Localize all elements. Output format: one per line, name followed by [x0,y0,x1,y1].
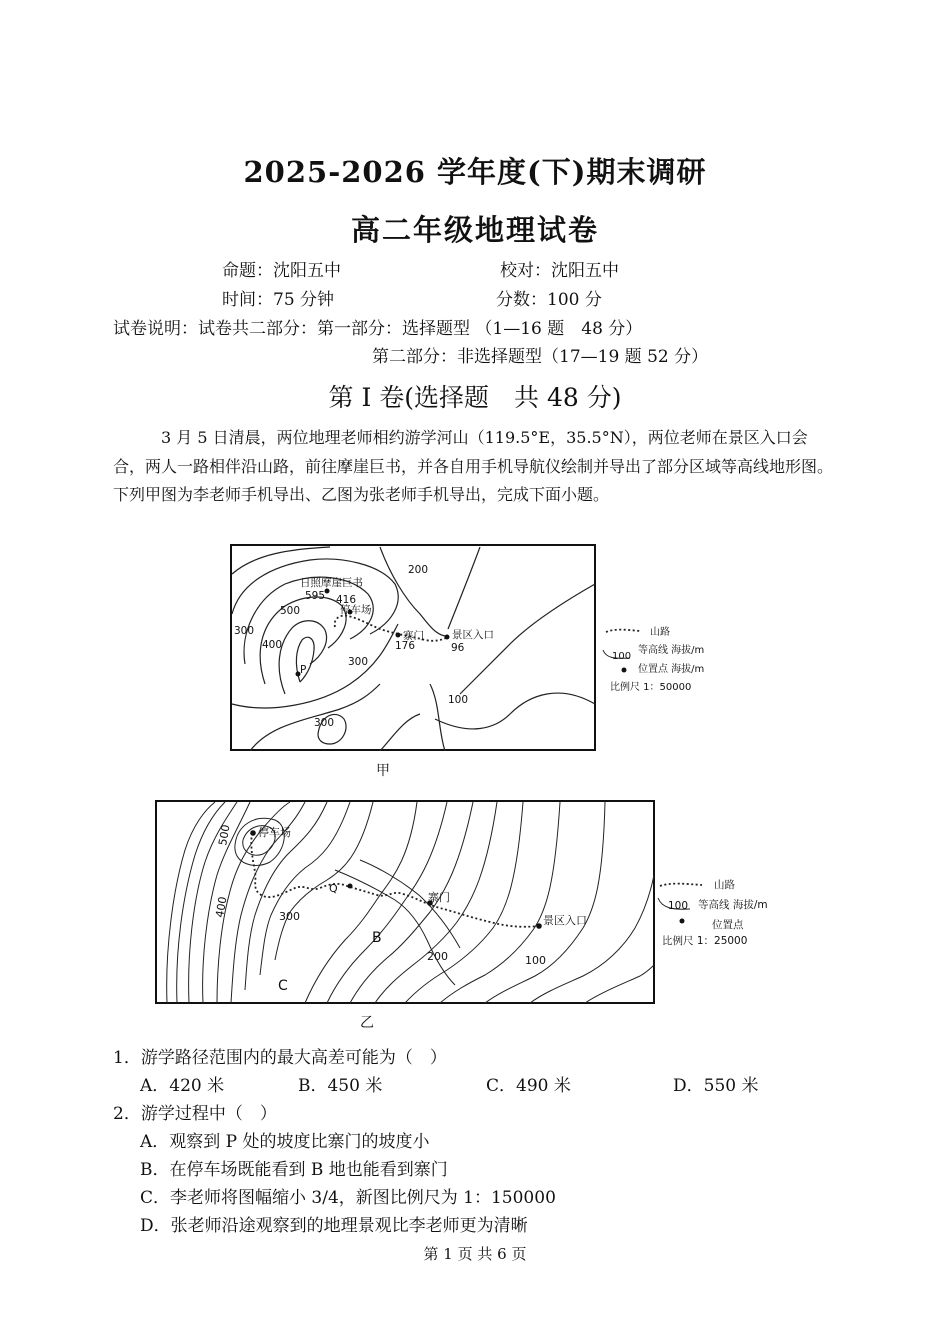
jia-legend-scale: 比例尺 1：50000 [610,682,692,693]
yi-legend-contour: 等高线 海拔/m [698,899,768,911]
jia-label-gate: 寨门 [403,630,424,642]
jia-label-595: 595 [305,590,326,602]
yi-label-gate: 寨门 [428,891,450,904]
author-line: 命题：沈阳五中 [222,261,341,281]
jia-label-176: 176 [395,640,416,652]
passage [113,424,833,510]
yi-legend-contour-num: 100 [668,900,689,912]
jia-label-416: 416 [336,594,357,606]
map-yi-caption: 乙 [360,1015,374,1031]
question-1-option-c: C．490 米 [486,1076,571,1096]
question-1-option-a: A．420 米 [140,1076,225,1096]
jia-label-96: 96 [451,642,465,654]
jia-label-p: P [300,664,307,676]
yi-contour-100: 100 [525,954,546,967]
instructions-line-1: 试卷说明：试卷共二部分：第一部分：选择题型 （1—16 题 48 分） [113,319,643,339]
jia-contour-200: 200 [408,564,429,576]
jia-contour-300-a: 300 [234,625,255,637]
exam-title: 2025-2026 学年度(下)期末调研 [243,155,707,189]
yi-label-parking: 停车场 [258,826,291,839]
exam-subtitle: 高二年级地理试卷 [350,213,599,247]
question-2-option-a: A．观察到 P 处的坡度比寨门的坡度小 [140,1132,430,1152]
jia-label-rock-book: 日照摩崖巨书 [300,577,363,589]
jia-legend-contour-num: 100 [612,651,632,662]
score-line: 分数：100 分 [496,290,602,310]
instructions-line-2: 第二部分：非选择题型（17—19 题 52 分） [372,347,709,367]
jia-legend-point: 位置点 海拔/m [638,664,705,675]
question-2-option-d: D．张老师沿途观察到的地理景观比李老师更为清晰 [140,1216,528,1236]
yi-legend-scale: 比例尺 1：25000 [662,935,748,947]
question-1-stem: 1．游学路径范围内的最大高差可能为（ ） [113,1048,447,1068]
question-2-stem: 2．游学过程中（ ） [113,1104,277,1124]
page-footer: 第 1 页 共 6 页 [423,1245,527,1263]
jia-legend-contour: 等高线 海拔/m [638,645,705,656]
question-1-option-d: D．550 米 [673,1076,759,1096]
legend-yi [654,872,814,952]
yi-contour-200: 200 [427,950,448,963]
map-yi [155,800,655,1004]
jia-legend-road: 山路 [650,627,670,638]
question-2-option-b: B．在停车场既能看到 B 地也能看到寨门 [140,1160,448,1180]
yi-contour-500: 500 [216,823,233,847]
jia-label-entrance: 景区入口 [452,629,494,641]
jia-contour-300-b: 300 [348,656,369,668]
map-jia-caption: 甲 [376,763,390,779]
question-2-option-c: C．李老师将图幅缩小 3/4，新图比例尺为 1：150000 [140,1188,556,1208]
time-line: 时间：75 分钟 [222,290,335,310]
jia-contour-500: 500 [280,605,301,617]
yi-label-b: B [372,930,382,946]
legend-jia [598,622,758,697]
jia-contour-400: 400 [262,639,283,651]
yi-label-entrance: 景区入口 [543,914,587,927]
section-title: 第 I 卷(选择题 共 48 分) [328,383,622,412]
proofreader-line: 校对：沈阳五中 [500,261,619,281]
question-1-option-b: B．450 米 [298,1076,383,1096]
jia-label-parking: 停车场 [340,604,372,616]
map-jia [230,544,596,751]
passage-text: 3 月 5 日清晨，两位地理老师相约游学河山（119.5°E，35.5°N），两位老师在景区入口会合，两人一路相伴沿山路，前往摩崖巨书，并各自用手机导航仪绘制并导出了部分区域等高线地形图。下列甲图为李老师手机导出、乙图为张老师手机导出，完成下面小题。 [113,428,834,504]
jia-contour-100: 100 [448,694,469,706]
jia-contour-300-c: 300 [314,717,335,729]
yi-legend-road: 山路 [714,879,735,891]
yi-contour-400: 400 [213,895,230,919]
yi-contour-300: 300 [279,910,300,923]
yi-label-c: C [278,978,288,994]
yi-label-q: Q [329,882,338,895]
yi-legend-point: 位置点 [712,919,744,931]
